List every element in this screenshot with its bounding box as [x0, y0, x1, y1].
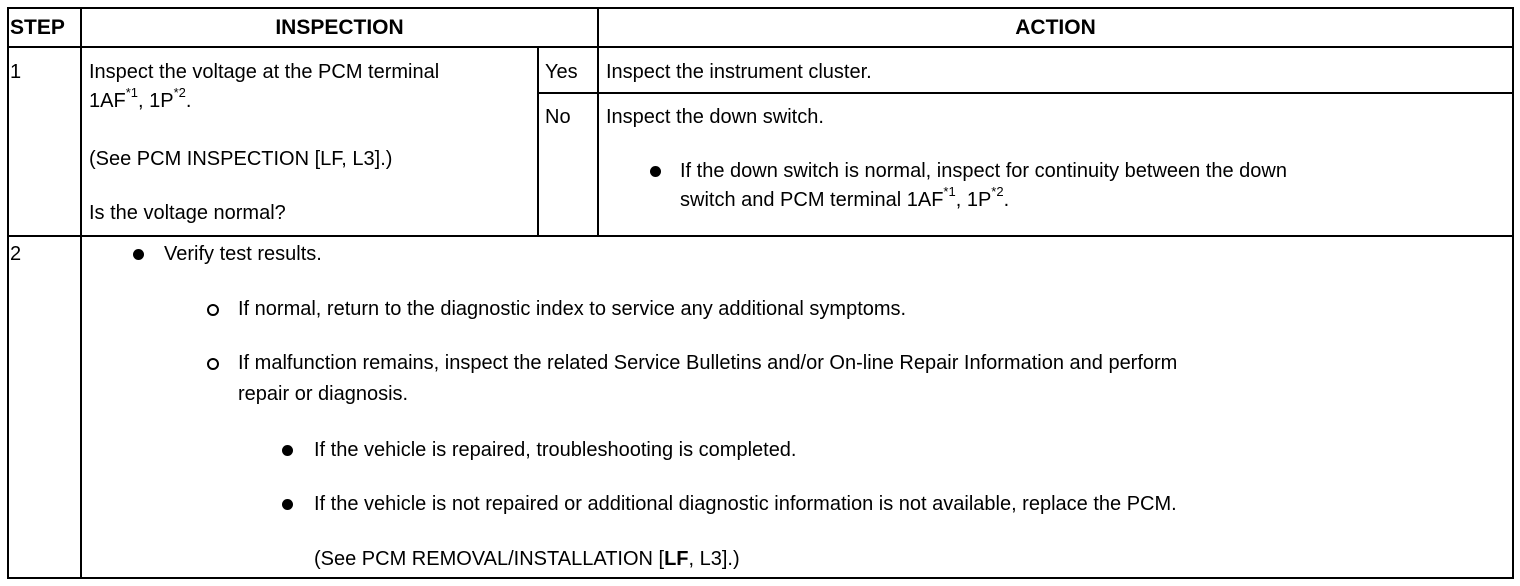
bullet-dot-icon	[282, 499, 293, 510]
bullet-circle-icon	[207, 358, 219, 370]
no-bullet-line2: switch and PCM terminal 1AF$^{*1}$, $1P^{*2}$.	[680, 184, 1010, 211]
bullet-dot-icon	[650, 166, 661, 177]
yes-no-divider	[537, 92, 1514, 94]
step-2-sub2-line1: If malfunction remains, inspect the related Service Bulletins and/or On-line Repair Information and perform	[238, 352, 1178, 374]
header-action: ACTION	[1015, 16, 1096, 39]
table-border-left	[7, 7, 9, 579]
step-2-number: 2	[10, 243, 22, 265]
header-step: STEP	[10, 16, 65, 39]
header-divider	[7, 46, 1514, 48]
step-2-see-reference: (See PCM REMOVAL/INSTALLATION [LF, L3].)	[314, 548, 740, 570]
step-2-bullet: Verify test results.	[164, 243, 322, 265]
no-action: Inspect the down switch.	[606, 106, 824, 128]
yes-action: Inspect the instrument cluster.	[606, 61, 872, 83]
step-2-sub2-line2: repair or diagnosis.	[238, 383, 409, 405]
no-label: No	[545, 106, 571, 128]
step-1-inspection-line1: Inspect the voltage at the PCM terminal	[89, 61, 440, 83]
table-border-top	[7, 7, 1514, 9]
step-2-subsub2: If the vehicle is not repaired or additional diagnostic information is not available, replace the PCM.	[314, 493, 1177, 515]
step-1-see-reference: (See PCM INSPECTION [LF, L3].)	[89, 148, 393, 170]
diagnostic-table	[7, 7, 1514, 579]
step-1-question: Is the voltage normal?	[89, 202, 286, 224]
step-column-divider	[80, 7, 82, 579]
bullet-circle-icon	[207, 304, 219, 316]
step-2-sub1: If normal, return to the diagnostic index to service any additional symptoms.	[238, 298, 907, 320]
step-1-number: 1	[10, 61, 22, 83]
step-1-inspection-line2: 1AF$^{*1}$, $1P^{*2}$.	[89, 85, 192, 112]
yes-label: Yes	[545, 61, 578, 83]
bullet-dot-icon	[133, 249, 144, 260]
inspection-answer-divider	[537, 46, 539, 237]
step-divider	[7, 235, 1514, 237]
step-2-subsub1: If the vehicle is repaired, troubleshooting is completed.	[314, 439, 797, 461]
header-inspection: INSPECTION	[275, 16, 404, 39]
answer-action-divider	[597, 7, 599, 237]
table-border-bottom	[7, 577, 1514, 579]
no-bullet-line1: If the down switch is normal, inspect for continuity between the down	[680, 160, 1287, 182]
bullet-dot-icon	[282, 445, 293, 456]
